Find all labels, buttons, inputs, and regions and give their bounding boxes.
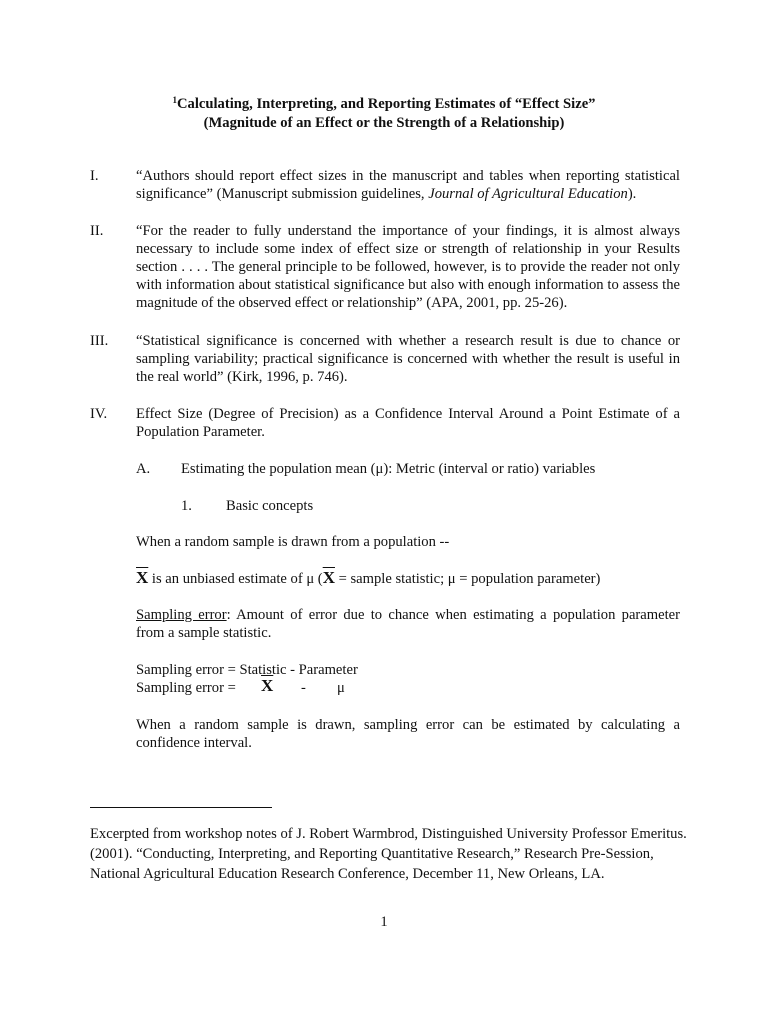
random-sample-text: When a random sample is drawn from a population -- [136, 534, 450, 550]
title-footnote-mark: 1 [172, 95, 178, 105]
section-iii-text: “Statistical significance is concerned with whether a research result is due to chance or sampling variability; practical significance is concerned with whether the result is useful in the real world” (Kirk, 1996, p. 746). [136, 333, 680, 385]
section-i-numeral: I. [90, 168, 99, 184]
page-number: 1 [380, 914, 388, 930]
section-iv-numeral: IV. [90, 406, 108, 422]
section-ii-numeral: II. [90, 223, 104, 239]
formula-line-1: Sampling error = Statistic - Parameter [136, 662, 358, 678]
subsection-a-text: Estimating the population mean (μ): Metric (interval or ratio) variables [181, 461, 596, 477]
title-line-1 [0, 95, 768, 114]
sampling-error-term: Sampling error [136, 607, 227, 623]
title-line-1-text: Calculating, Interpreting, and Reporting Estimates of “Effect Size” [177, 96, 596, 112]
section-i-text [136, 167, 680, 203]
footnote: Excerpted from workshop notes of J. Robert Warmbrod, Distinguished University Professor Emeritus. (2001). “Conducting, Interpreting, and Reporting Quantitative Research,” Research Pre-Session, National Agricultural Education Research Conference, December 11, New Orleans, LA. [90, 826, 687, 882]
x-bar-symbol-2: $\overline{X}$ [322, 568, 335, 587]
unbiased-text: is an unbiased estimate of μ ( [148, 571, 323, 587]
section-iii-numeral: III. [90, 333, 109, 349]
section-i-text-before: “Authors should report effect sizes in the manuscript and tables when reporting statistical significance” (Manuscript submission guidelines, [136, 168, 680, 202]
x-bar-symbol: $\overline{X}$ [136, 568, 149, 587]
formula-mu: μ [337, 680, 345, 696]
section-i-text-after: ). [627, 186, 637, 202]
subsection-1-text: Basic concepts [226, 498, 314, 514]
footnote-divider [90, 807, 272, 808]
journal-title: Journal of Agricultural Education [428, 186, 628, 202]
subsection-a-letter: A. [136, 461, 151, 477]
unbiased-estimate-line [136, 569, 680, 588]
section-iv-text: Effect Size (Degree of Precision) as a Confidence Interval Around a Point Estimate of a Population Parameter. [136, 406, 680, 440]
formula-line-2-left: Sampling error = [136, 680, 236, 696]
unbiased-text-2: = sample statistic; μ = population parameter) [334, 571, 601, 587]
sampling-error-definition [136, 606, 680, 642]
section-ii-text: “For the reader to fully understand the importance of your findings, it is almost always necessary to include some index of effect size or strength of relationship in your Results section . . . . The general principle to be followed, however, is to provide the reader not only with information about statistical significance but also with enough information to assess the magnitude of the observed effect or relationship” (APA, 2001, pp. 25-26). [136, 223, 680, 311]
title-line-2: (Magnitude of an Effect or the Strength of a Relationship) [203, 115, 565, 131]
formula-x-bar: $\overline{X}$ [261, 676, 274, 695]
formula-minus: - [301, 680, 306, 696]
sampling-error-def: : Amount of error due to chance when estimating a population parameter from a sample statistic. [136, 607, 680, 641]
confidence-interval-text: When a random sample is drawn, sampling error can be estimated by calculating a confidence interval. [136, 717, 680, 751]
document-title [0, 95, 768, 133]
subsection-1-number: 1. [181, 498, 192, 514]
